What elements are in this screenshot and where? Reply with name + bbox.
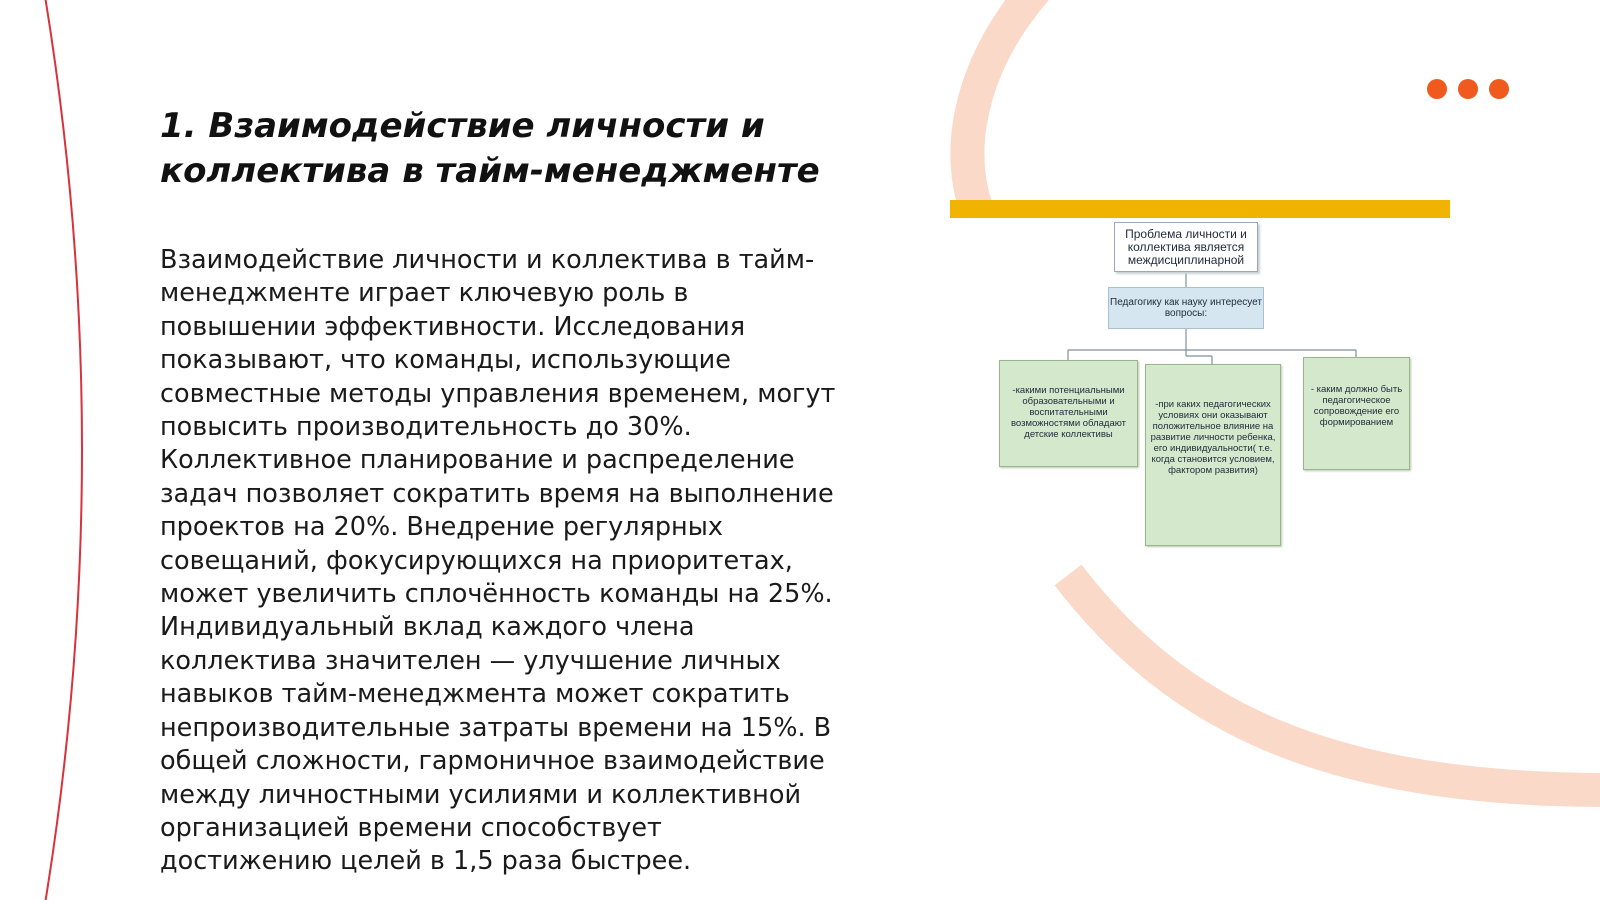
peach-arc-bottom — [1068, 575, 1600, 790]
slide-body-text: Взаимодействие личности и коллектива в тайм-менеджменте играет ключевую роль в повышении эффективности. Исследования показывают, что команды, использующие совместные методы управления временем, могут повысить производительность до 30%. Коллективное планирование и распределение задач позволяет сократить время на выполнение проектов на 20%. Внедрение регулярных совещаний, фокусирующихся на приоритетах, может увеличить сплочённость команды на 25%. Индивидуальный вклад каждого члена коллектива значителен — улучшение личных навыков тайм-менеджмента может сократить непроизводительные затраты времени на 15%. В общей сложности, гармоничное взаимодействие между личностными усилиями и коллективной организацией времени способствует достижению целей в 1,5 раза быстрее. — [160, 245, 836, 877]
dot-3 — [1489, 79, 1509, 99]
dots-menu-icon — [1427, 79, 1509, 99]
orgchart-leaf-box: - каким должно быть педагогическое сопровождение его формированием — [1303, 357, 1410, 470]
gold-bar — [950, 200, 1450, 218]
orgchart-middle-box: Педагогику как науку интересует вопросы: — [1108, 287, 1264, 329]
peach-arc-top — [968, 0, 1036, 205]
orgchart-leaf-box: -при каких педагогических условиях они оказывают положительное влияние на развитие личности ребенка, его индивидуальности( т.е. когда становится условием, фактором развития) — [1145, 364, 1281, 546]
left-red-arc — [44, 0, 82, 900]
slide-title: 1. Взаимодействие личности и коллектива в тайм-менеджменте — [160, 106, 820, 191]
dot-1 — [1427, 79, 1447, 99]
orgchart-leaf-box: -какими потенциальными образовательными и воспитательными возможностями обладают детские коллективы — [999, 360, 1138, 467]
orgchart-top-box: Проблема личности и коллектива является междисциплинарной — [1114, 222, 1258, 272]
dot-2 — [1458, 79, 1478, 99]
